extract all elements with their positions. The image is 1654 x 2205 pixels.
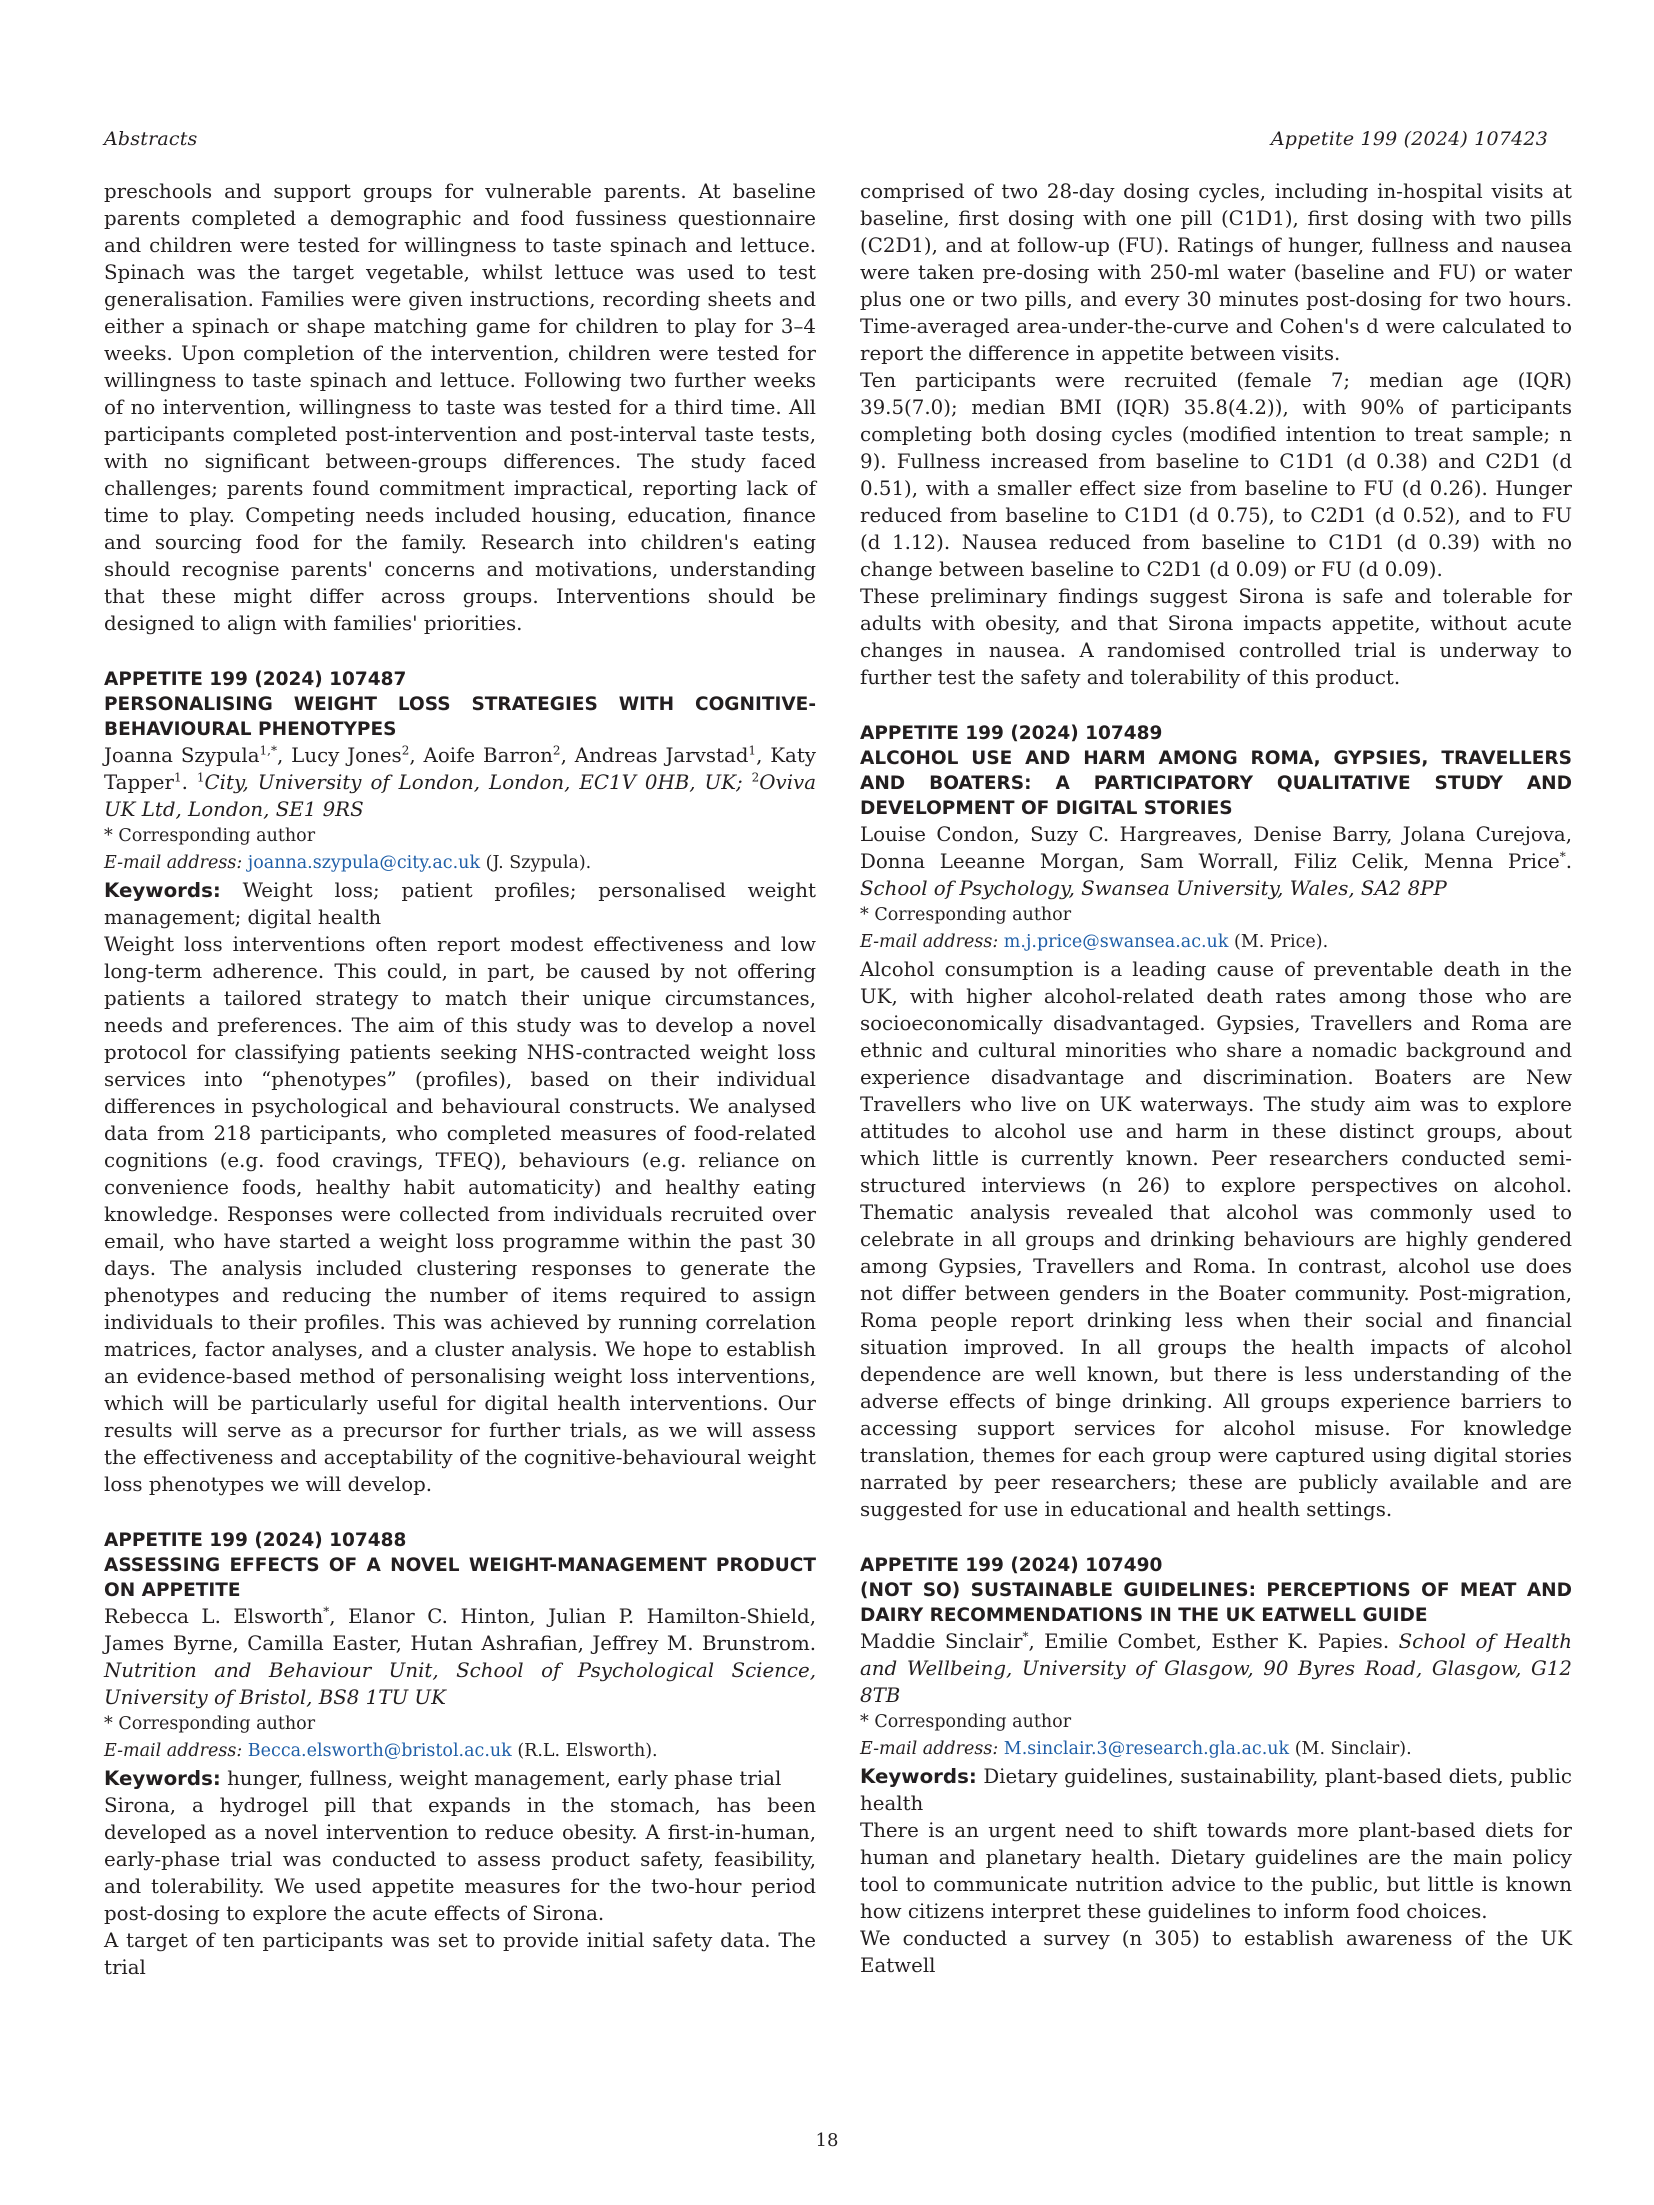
keywords-label: Keywords:: [860, 1765, 977, 1788]
email-line: [104, 850, 816, 877]
affiliation: Nutrition and Behaviour Unit, School of Psychological Science, University of Bristol, BS8 1TU UK: [104, 1659, 816, 1709]
author-list: Joanna Szypula$^{1,*}$, Lucy Jones$^2$, Aoife Barron$^2$, Andreas Jarvstad$^1$, Katy Tapper$^1$. $^1$City, University of London, London, EC1V 0HB, UK; $^2$Oviva UK Ltd, London, SE1 9RS: [104, 743, 816, 821]
article-id: APPETITE 199 (2024) 107489: [860, 723, 1163, 744]
continued-abstract-paragraph: comprised of two 28-day dosing cycles, including in-hospital visits at baseline, first dosing with one pill (C1D1), first dosing with two pills (C2D1), and at follow-up (FU). Ratings of hunger, fullness and nausea were taken pre-dosing with 250-ml water (baseline and FU) or water plus one or two pills, and every 30 minutes post-dosing for two hours. Time-averaged area-under-the-curve and Cohen's d were calculated to report the difference in appetite between visits.: [860, 180, 1572, 365]
keywords-text: Weight loss; patient profiles; personalised weight management; digital health: [104, 879, 816, 929]
email-label: E-mail address:: [860, 932, 999, 952]
author-sup: 1,*: [259, 743, 277, 758]
author-sup: 1: [173, 770, 182, 785]
keywords: [104, 877, 816, 931]
email-label: E-mail address:: [104, 1741, 243, 1761]
affiliation: Oviva UK Ltd, London, SE1 9RS: [104, 771, 816, 821]
author-sup: *: [1022, 1629, 1029, 1644]
affiliation: School of Psychology, Swansea University, Wales, SA2 8PP: [860, 877, 1447, 900]
author-name: , Emilie Combet, Esther K. Papies.: [1028, 1630, 1390, 1653]
author-list: [104, 1603, 816, 1711]
asterisk-icon: *: [104, 1714, 113, 1734]
article-107488: [104, 1528, 816, 1981]
author-sup: 1: [748, 743, 757, 758]
article-title: ASSESSING EFFECTS OF A NOVEL WEIGHT-MANAGEMENT PRODUCT ON APPETITE: [104, 1555, 816, 1601]
corresponding-author-note: * Corresponding author: [860, 905, 1072, 925]
continued-abstract-paragraph: These preliminary findings suggest Sirona is safe and tolerable for adults with obesity, and that Sirona impacts appetite, without acute changes in nausea. A randomised controlled trial is underway to further test the safety and tolerability of this product.: [860, 585, 1572, 689]
article-title: (NOT SO) SUSTAINABLE GUIDELINES: PERCEPTIONS OF MEAT AND DAIRY RECOMMENDATIONS IN THE UK EATWELL GUIDE: [860, 1580, 1572, 1626]
author-sup: 2: [401, 743, 410, 758]
author-name: Louise Condon, Suzy C. Hargreaves, Denise Barry, Jolana Curejova, Donna Leeanne Morgan, Sam Worrall, Filiz Celik, Menna Price: [860, 823, 1572, 873]
running-head-journal: Appetite 199 (2024) 107423: [1270, 128, 1548, 150]
abstract-paragraph: A target of ten participants was set to provide initial safety data. The trial: [104, 1929, 816, 1979]
email-owner: (M. Sinclair).: [1294, 1739, 1412, 1759]
asterisk-icon: *: [860, 905, 869, 925]
email-link[interactable]: M.sinclair.3@research.gla.ac.uk: [1003, 1739, 1290, 1759]
email-link[interactable]: joanna.szypula@city.ac.uk: [247, 853, 481, 873]
email-line: [104, 1738, 816, 1765]
author-name: , Aoife Barron: [409, 744, 553, 767]
email-owner: (R.L. Elsworth).: [517, 1741, 658, 1761]
affiliation-sup: 1: [196, 770, 205, 785]
affiliation: City, University of London, London, EC1V 0HB, UK;: [204, 771, 743, 794]
article-107490: [860, 1553, 1572, 1979]
email-owner: (M. Price).: [1234, 932, 1329, 952]
email-line: [860, 1736, 1572, 1763]
article-id: APPETITE 199 (2024) 107487: [104, 669, 407, 690]
corresponding-author-note: * Corresponding author: [104, 826, 316, 846]
abstract-paragraph: We conducted a survey (n 305) to establish awareness of the UK Eatwell: [860, 1927, 1572, 1977]
article-title: ALCOHOL USE AND HARM AMONG ROMA, GYPSIES, TRAVELLERS AND BOATERS: A PARTICIPATORY QUALITATIVE STUDY AND DEVELOPMENT OF DIGITAL STORIES: [860, 748, 1572, 819]
keywords: [860, 1763, 1572, 1817]
article-107489: [860, 721, 1572, 1523]
abstract-paragraph: Sirona, a hydrogel pill that expands in the stomach, has been developed as a novel intervention to reduce obesity. A first-in-human, early-phase trial was conducted to assess product safety, feasibility, and tolerability. We used appetite measures for the two-hour period post-dosing to explore the acute effects of Sirona.: [104, 1794, 816, 1925]
article-title: PERSONALISING WEIGHT LOSS STRATEGIES WITH COGNITIVE-BEHAVIOURAL PHENOTYPES: [104, 694, 816, 740]
asterisk-icon: *: [860, 1712, 869, 1732]
author-sup: *: [1559, 849, 1566, 864]
author-name: Maddie Sinclair: [860, 1630, 1023, 1653]
keywords: [104, 1765, 816, 1792]
author-sup: *: [323, 1604, 330, 1619]
email-link[interactable]: Becca.elsworth@bristol.ac.uk: [247, 1741, 512, 1761]
author-name: , Lucy Jones: [276, 744, 402, 767]
author-list: [860, 1628, 1572, 1709]
email-owner: (J. Szypula).: [485, 853, 592, 873]
email-label: E-mail address:: [860, 1739, 999, 1759]
corresponding-author-note: * Corresponding author: [860, 1712, 1072, 1732]
running-head-section: Abstracts: [104, 128, 198, 150]
keywords-text: Dietary guidelines, sustainability, plant-based diets, public health: [860, 1765, 1572, 1815]
article-id: APPETITE 199 (2024) 107488: [104, 1530, 407, 1551]
left-column: [104, 178, 816, 1981]
keywords-text: hunger, fullness, weight management, early phase trial: [227, 1767, 782, 1790]
continued-abstract-text: preschools and support groups for vulnerable parents. At baseline parents completed a demographic and food fussiness questionnaire and children were tested for willingness to taste spinach and lettuce. Spinach was the target vegetable, whilst lettuce was used to test generalisation. Families were given instructions, recording sheets and either a spinach or shape matching game for children to play for 3–4 weeks. Upon completion of the intervention, children were tested for willingness to taste spinach and lettuce. Following two further weeks of no intervention, willingness to taste was tested for a third time. All participants completed post-intervention and post-interval taste tests, with no significant between-groups differences. The study faced challenges; parents found commitment impractical, reporting lack of time to play. Competing needs included housing, education, finance and sourcing food for the family. Research into children's eating should recognise parents' concerns and motivations, understanding that these might differ across groups. Interventions should be designed to align with families' priorities.: [104, 180, 816, 635]
affiliation-sup: 2: [751, 770, 760, 785]
email-label: E-mail address:: [104, 853, 243, 873]
corresponding-author-note: * Corresponding author: [104, 1714, 316, 1734]
author-name: Rebecca L. Elsworth: [104, 1605, 324, 1628]
email-link[interactable]: m.j.price@swansea.ac.uk: [1003, 932, 1229, 952]
abstract-text: Weight loss interventions often report modest effectiveness and low long-term adherence. This could, in part, be caused by not offering patients a tailored strategy to match their unique circumstances, needs and preferences. The aim of this study was to develop a novel protocol for classifying patients seeking NHS-contracted weight loss services into “phenotypes” (profiles), based on their individual differences in psychological and behavioural constructs. We analysed data from 218 participants, who completed measures of food-related cognitions (e.g. food cravings, TFEQ), behaviours (e.g. reliance on convenience foods, healthy habit automaticity) and healthy eating knowledge. Responses were collected from individuals recruited over email, who have started a weight loss programme within the past 30 days. The analysis included clustering responses to generate the phenotypes and reducing the number of items required to assign individuals to their profiles. This was achieved by running correlation matrices, factor analyses, and a cluster analysis. We hope to establish an evidence-based method of personalising weight loss interventions, which will be particularly useful for digital health interventions. Our results will serve as a precursor for further trials, as we will assess the effectiveness and acceptability of the cognitive-behavioural weight loss phenotypes we will develop.: [104, 933, 816, 1496]
email-line: [860, 929, 1572, 956]
keywords-label: Keywords:: [104, 1767, 221, 1790]
author-list: Louise Condon, Suzy C. Hargreaves, Denise Barry, Jolana Curejova, Donna Leeanne Morgan, Sam Worrall, Filiz Celik, Menna Price*. School of Psychology, Swansea University, Wales, SA2 8PP: [860, 823, 1572, 900]
asterisk-icon: *: [104, 826, 113, 846]
author-name: , Katy Tapper: [104, 744, 816, 794]
keywords-label: Keywords:: [104, 879, 221, 902]
abstract-paragraph: There is an urgent need to shift towards more plant-based diets for human and planetary health. Dietary guidelines are the main policy tool to communicate nutrition advice to the public, but little is known how citizens interpret these guidelines to inform food choices.: [860, 1819, 1572, 1923]
author-name: , Elanor C. Hinton, Julian P. Hamilton-Shield, James Byrne, Camilla Easter, Hutan Ashrafian, Jeffrey M. Brunstrom.: [104, 1605, 817, 1655]
author-sup: 2: [552, 743, 561, 758]
author-name: Joanna Szypula: [104, 744, 260, 767]
article-id: APPETITE 199 (2024) 107490: [860, 1555, 1163, 1576]
abstract-text: Alcohol consumption is a leading cause of preventable death in the UK, with higher alcohol-related death rates among those who are socioeconomically disadvantaged. Gypsies, Travellers and Roma are ethnic and cultural minorities who share a nomadic background and experience disadvantage and discrimination. Boaters are New Travellers who live on UK waterways. The study aim was to explore attitudes to alcohol use and harm in these distinct groups, about which little is currently known. Peer researchers conducted semi-structured interviews (n 26) to explore perspectives on alcohol. Thematic analysis revealed that alcohol was commonly used to celebrate in all groups and drinking behaviours are highly gendered among Gypsies, Travellers and Roma. In contrast, alcohol use does not differ between genders in the Boater community. Post-migration, Roma people report drinking less when their social and financial situation improved. In all groups the health impacts of alcohol dependence are well known, but there is less understanding of the adverse effects of binge drinking. All groups experience barriers to accessing support services for alcohol misuse. For knowledge translation, themes for each group were captured using digital stories narrated by peer researchers; these are publicly available and are suggested for use in educational and health settings.: [860, 958, 1572, 1521]
continued-abstract-paragraph: Ten participants were recruited (female 7; median age (IQR) 39.5(7.0); median BMI (IQR) 35.8(4.2)), with 90% of participants completing both dosing cycles (modified intention to treat sample; n 9). Fullness increased from baseline to C1D1 (d 0.38) and C2D1 (d 0.51), with a smaller effect size from baseline to FU (d 0.26). Hunger reduced from baseline to C1D1 (d 0.75), to C2D1 (d 0.52), and to FU (d 1.12). Nausea reduced from baseline to C1D1 (d 0.39) with no change between baseline to C2D1 (d 0.09) or FU (d 0.09).: [860, 369, 1572, 581]
affiliation: School of Health and Wellbeing, University of Glasgow, 90 Byres Road, Glasgow, G12 8TB: [860, 1630, 1572, 1707]
page-number: 18: [815, 2130, 839, 2151]
right-column: [860, 178, 1572, 1979]
author-name: , Andreas Jarvstad: [560, 744, 749, 767]
article-107487: [104, 667, 816, 1498]
